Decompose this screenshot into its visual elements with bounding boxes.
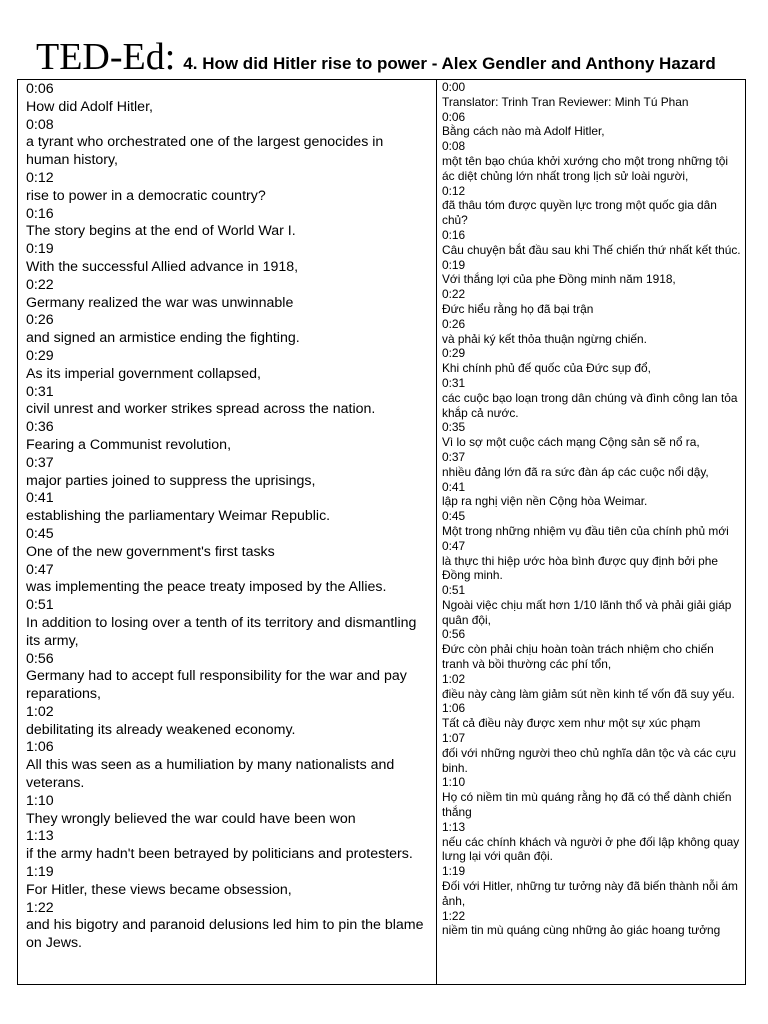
caption-line: was implementing the peace treaty imposed by the Allies. [26,579,387,596]
timestamp: 0:22 [442,287,466,302]
timestamp: 0:00 [442,80,466,94]
timestamp: 1:22 [442,908,466,923]
caption-line: nếu các chính khách và người ở phe đối lập không quay lưng lại với quân đội. [442,834,740,864]
caption-line: Translator: Trinh Tran Reviewer: Minh Tú Phan [442,94,689,109]
timestamp: 0:41 [26,490,54,507]
timestamp: 0:29 [26,347,54,364]
timestamp: 1:19 [442,864,466,879]
timestamp: 0:37 [442,449,466,464]
timestamp: 0:51 [442,583,466,598]
timestamp: 0:26 [26,312,54,329]
caption-line: if the army hadn't been betrayed by politicians and protesters. [26,846,413,863]
timestamp: 0:36 [26,419,54,436]
caption-line: Khi chính phủ đế quốc của Đức sụp đổ, [442,361,651,376]
timestamp: 0:56 [26,650,54,667]
timestamp: 1:06 [26,739,54,756]
caption-line: Đối với Hitler, những tư tưởng này đã biến thành nỗi ám ảnh, [442,879,738,908]
document-title: 4. How did Hitler rise to power - Alex Gendler and Anthony Hazard [183,54,716,73]
caption-line: Bằng cách nào mà Adolf Hitler, [442,124,605,139]
timestamp: 0:47 [26,561,54,578]
timestamp: 0:45 [26,525,54,542]
timestamp: 0:06 [442,109,466,124]
caption-line: lập ra nghị viện nền Cộng hòa Weimar. [442,494,648,509]
timestamp: 0:41 [442,479,466,494]
timestamp: 0:06 [26,81,54,97]
caption-line: Đức còn phải chịu hoàn toàn trách nhiệm cho chiến tranh và bồi thường các phí tổn, [442,642,714,672]
timestamp: 1:07 [442,731,466,746]
timestamp: 1:06 [442,701,466,716]
timestamp: 0:56 [442,627,466,642]
caption-line: Câu chuyện bắt đầu sau khi Thế chiến thứ nhất kết thúc. [442,242,741,257]
caption-line: Với thắng lợi của phe Đồng minh năm 1918, [442,272,676,287]
caption-line: The story begins at the end of World War I. [26,223,296,240]
timestamp: 0:08 [26,116,54,133]
caption-line: establishing the parliamentary Weimar Republic. [26,508,331,525]
caption-line: They wrongly believed the war could have been won [26,810,356,827]
timestamp: 1:10 [26,792,54,809]
caption-line: All this was seen as a humiliation by many nationalists and veterans. [26,757,395,792]
timestamp: 0:12 [26,169,54,186]
timestamp: 0:47 [442,538,466,553]
caption-line: As its imperial government collapsed, [26,365,261,382]
timestamp: 0:19 [442,257,466,272]
timestamp: 0:31 [26,383,54,400]
caption-line: For Hitler, these views became obsession, [26,881,292,898]
caption-line: đối với những người theo chủ nghĩa dân tộc và các cựu binh. [442,745,736,775]
timestamp: 1:02 [442,671,466,686]
caption-line: các cuộc bạo loạn trong dân chúng và đình công lan tỏa khắp cả nước. [442,390,738,420]
timestamp: 1:02 [26,703,54,720]
timestamp: 0:26 [442,316,466,331]
caption-line: Germany had to accept full responsibility for the war and pay reparations, [26,668,407,703]
timestamp: 0:16 [26,205,54,222]
timestamp: 0:37 [26,454,54,471]
timestamp: 0:45 [442,509,466,524]
caption-line: and signed an armistice ending the fighting. [26,330,300,347]
caption-line: Ngoài việc chịu mất hơn 1/10 lãnh thổ và phải giải giáp quân đội, [442,597,732,627]
timestamp: 0:31 [442,375,466,390]
caption-line: đã thâu tóm được quyền lực trong một quốc gia dân chủ? [442,198,717,228]
vietnamese-transcript-column [437,80,745,984]
timestamp: 0:29 [442,346,466,361]
timestamp: 1:13 [26,828,54,845]
caption-line: Đức hiểu rằng họ đã bại trận [442,301,594,316]
timestamp: 1:13 [442,819,466,834]
caption-line: điều này càng làm giảm sút nền kinh tế vốn đã suy yếu. [442,686,735,701]
caption-line: và phải ký kết thỏa thuận ngừng chiến. [442,331,647,346]
caption-line: là thực thi hiệp ước hòa bình được quy định bởi phe Đồng minh. [442,553,718,583]
timestamp: 0:12 [442,183,466,198]
caption-line: Họ có niềm tin mù quáng rằng họ đã có thể dành chiến thắng [442,790,732,820]
brand-label: TED-Ed: [36,36,176,78]
caption-line: nhiều đảng lớn đã ra sức đàn áp các cuộc nổi dậy, [442,464,709,479]
caption-line: Germany realized the war was unwinnable [26,294,294,311]
timestamp: 0:35 [442,420,466,435]
caption-line: rise to power in a democratic country? [26,187,266,204]
caption-line: Fearing a Communist revolution, [26,436,232,453]
caption-line: niềm tin mù quáng cùng những ảo giác hoang tưởng [442,923,721,938]
timestamp: 1:10 [442,775,466,790]
timestamp: 0:22 [26,276,54,293]
timestamp: 1:22 [26,899,54,916]
caption-line: debilitating its already weakened economy. [26,721,296,738]
timestamp: 0:19 [26,241,54,258]
caption-line: a tyrant who orchestrated one of the largest genocides in human history, [26,134,384,169]
caption-line: How did Adolf Hitler, [26,98,153,115]
caption-line: major parties joined to suppress the uprisings, [26,472,316,489]
document-header [36,36,756,78]
timestamp: 1:19 [26,864,54,881]
timestamp: 0:51 [26,597,54,614]
timestamp: 0:16 [442,227,466,242]
timestamp: 0:08 [442,139,466,154]
caption-line: With the successful Allied advance in 1918, [26,258,299,275]
caption-line: một tên bạo chúa khởi xướng cho một trong những tội ác diệt chủng lớn nhất trong lịch sử loài người, [442,153,729,183]
english-transcript-column [18,80,437,984]
caption-line: civil unrest and worker strikes spread across the nation. [26,401,376,418]
caption-line: Tất cả điều này được xem như một sự xúc phạm [442,716,701,731]
caption-line: In addition to losing over a tenth of its territory and dismantling its army, [26,614,417,649]
transcript-table [17,79,746,985]
caption-line: and his bigotry and paranoid delusions led him to pin the blame on Jews. [26,917,424,952]
caption-line: Vì lo sợ một cuộc cách mạng Cộng sản sẽ nổ ra, [442,435,700,450]
caption-line: Một trong những nhiệm vụ đầu tiên của chính phủ mới [442,523,729,538]
caption-line: One of the new government's first tasks [26,543,275,560]
